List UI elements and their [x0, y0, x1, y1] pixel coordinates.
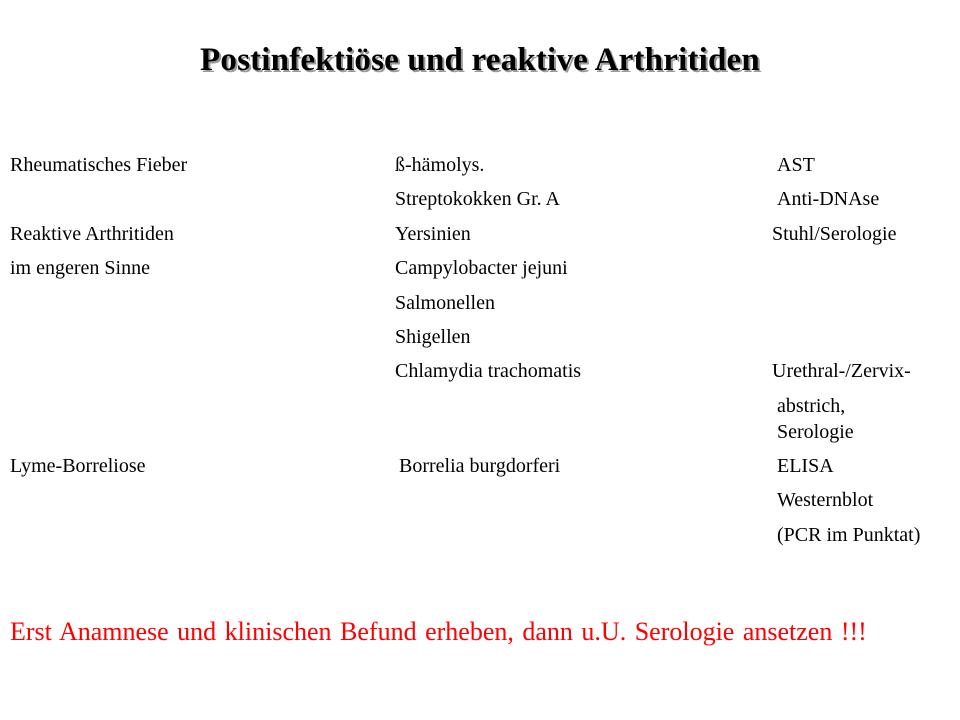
pathogen-cell: Chlamydia trachomatis [395, 360, 582, 383]
pathogen-cell: Streptokokken Gr. A [395, 188, 560, 211]
table-row [0, 320, 960, 354]
pathogen-cell: Borrelia burgdorferi [399, 454, 561, 477]
table-row [0, 389, 960, 449]
red-note: Erst Anamnese und klinischen Befund erheben, dann u.U. Serologie ansetzen !!! [10, 617, 867, 646]
diagnostics-cell: Stuhl/Serologie [772, 222, 897, 245]
diagnostics-cell: ELISA [777, 454, 834, 477]
table-row [0, 251, 960, 285]
table-row [0, 286, 960, 320]
table-row [0, 518, 960, 552]
disease-cell: im engeren Sinne [10, 257, 150, 280]
disease-cell: Rheumatisches Fieber [10, 154, 188, 176]
pathogen-cell: Yersinien [395, 222, 471, 245]
table-row [0, 354, 960, 388]
disease-cell: Reaktive Arthritiden [10, 222, 174, 245]
table-row [0, 182, 960, 216]
pathogen-cell: Salmonellen [395, 291, 495, 314]
table-row [0, 449, 960, 483]
table-row [0, 148, 960, 182]
pathogen-table [0, 148, 960, 552]
pathogen-cell: ß-hämolys. [395, 154, 485, 176]
table-row [0, 483, 960, 517]
diagnostics-cell: Urethral-/Zervix- [772, 360, 911, 383]
diagnostics-cell: Anti-DNAse [777, 188, 880, 211]
diagnostics-cell: abstrich, Serologie [777, 394, 854, 443]
diagnostics-cell: AST [777, 154, 815, 176]
diagnostics-cell: (PCR im Punktat) [777, 523, 921, 546]
diagnostics-cell: Westernblot [777, 489, 874, 512]
pathogen-cell: Shigellen [395, 325, 471, 348]
table-row [0, 217, 960, 251]
disease-cell: Lyme-Borreliose [10, 454, 146, 477]
slide-title: Postinfektiöse und reaktive Arthritiden [200, 42, 760, 78]
pathogen-cell: Campylobacter jejuni [395, 257, 568, 280]
